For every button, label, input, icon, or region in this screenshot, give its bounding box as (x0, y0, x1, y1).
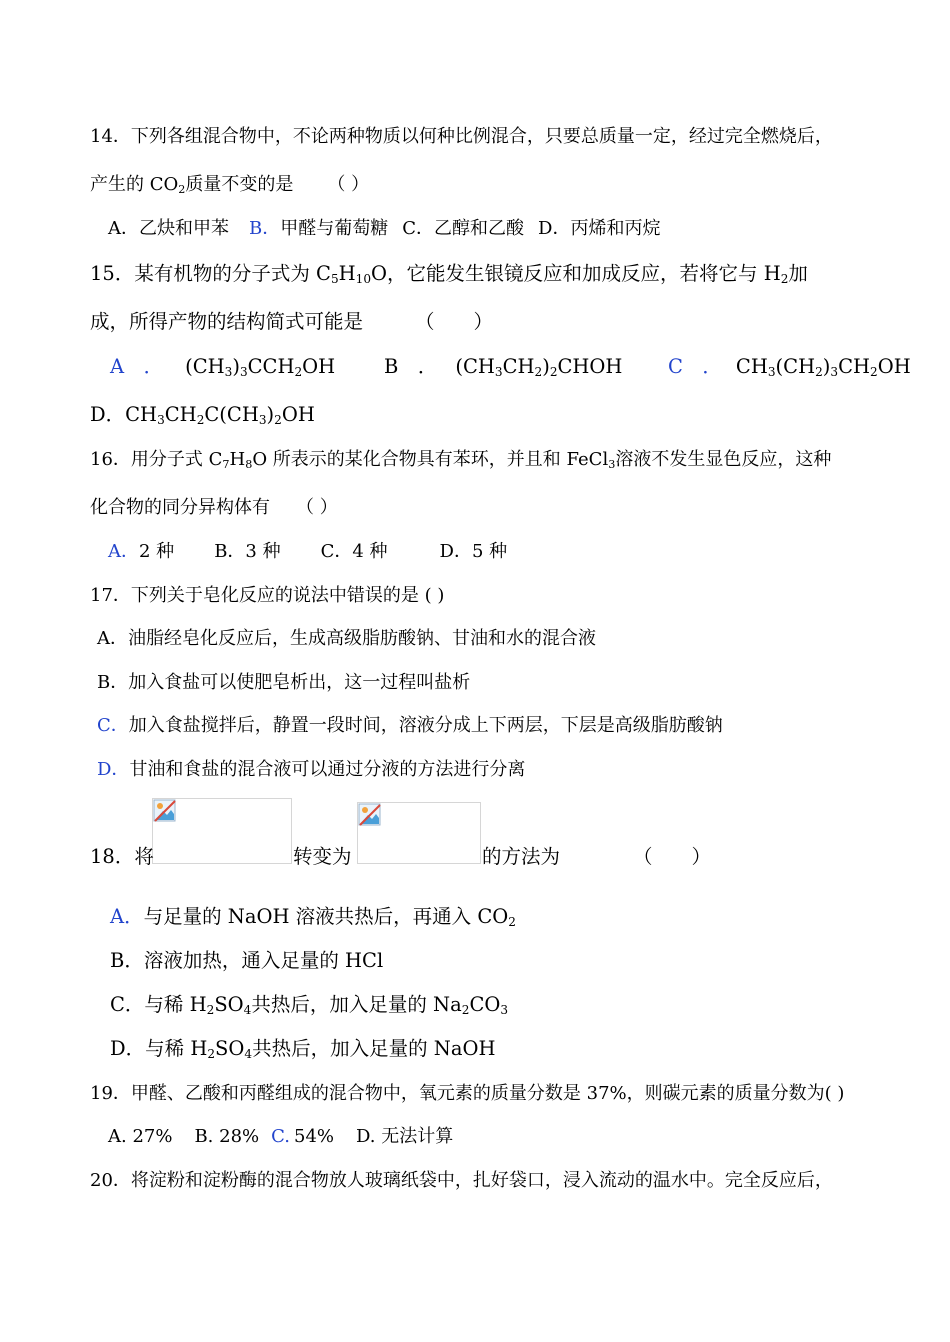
q16-option-b: B．3 种 (214, 541, 281, 562)
q18-option-d: D．与稀 $H_2SO_4$共热后，加入足量的 NaOH (110, 1037, 496, 1062)
q15-answer-paren: （ ） (415, 310, 494, 333)
q18-stem-part3: 的方法为 (482, 845, 561, 868)
q17-option-d: D．甘油和食盐的混合液可以通过分液的方法进行分离 (97, 759, 526, 780)
q17-stem: 17．下列关于皂化反应的说法中错误的是 ( ) (90, 585, 445, 606)
broken-image-icon (153, 799, 177, 823)
q16-options (108, 543, 507, 561)
q14-option-d: D．丙烯和丙烷 (538, 218, 661, 239)
q15-option-d: D．$CH_3CH_2C(CH_3)_2OH$ (90, 403, 315, 428)
q14-options (108, 220, 660, 238)
q19-stem: 19．甲醛、乙酸和丙醛组成的混合物中，氧元素的质量分数是 37%，则碳元素的质量分数为( ) (90, 1083, 845, 1104)
q19-option-d: D. 无法计算 (356, 1126, 454, 1147)
q14-option-b-text: 甲醛与葡萄糖 (280, 218, 389, 239)
q19-option-b: B. 28% (194, 1126, 260, 1147)
q15-stem-line1: 15．某有机物的分子式为 $C_5H_{10}O$，它能发生银镜反应和加成反应，若将它与 $H_2$加 (90, 262, 808, 287)
q16-option-d: D．5 种 (439, 541, 508, 562)
q14-stem-line2: 产生的 $CO_2$质量不变的是 （ ） (90, 174, 370, 196)
q15-stem-line2: 成，所得产物的结构简式可能是 （ ） (90, 310, 494, 333)
q17-option-b: B．加入食盐可以使肥皂析出，这一过程叫盐析 (97, 672, 471, 693)
q14-option-b-letter: B． (249, 218, 281, 239)
q19-option-a: A. 27% (108, 1126, 173, 1147)
structure-image-placeholder-1 (152, 798, 292, 864)
q17-option-a: A．油脂经皂化反应后，生成高级脂肪酸钠、甘油和水的混合液 (97, 628, 596, 649)
q14-stem-line1: 14．下列各组混合物中，不论两种物质以何种比例混合，只要总质量一定，经过完全燃烧后， (90, 126, 833, 147)
q14-option-c: C．乙醇和乙酸 (402, 218, 525, 239)
q14-answer-paren: （ ） (327, 174, 370, 195)
q18-option-c: C．与稀 $H_2SO_4$共热后，加入足量的 $Na_2CO_3$ (110, 993, 509, 1018)
q16-option-a-letter: A． (108, 541, 139, 562)
q14-option-a: A．乙炔和甲苯 (108, 218, 229, 239)
broken-image-icon (358, 803, 382, 827)
q16-answer-paren: （ ） (296, 497, 338, 518)
q19-options (108, 1128, 453, 1146)
q15-option-b: B ． $(CH_3CH_2)_2CHOH$ (384, 355, 623, 380)
q19-option-c-text: 54% (294, 1126, 335, 1147)
q20-stem: 20．将淀粉和淀粉酶的混合物放人玻璃纸袋中，扎好袋口，浸入流动的温水中。完全反应后， (90, 1170, 833, 1191)
q16-option-c: C．4 种 (320, 541, 388, 562)
q16-stem-line1: 16．用分子式 $C_7H_8O$ 所表示的某化合物具有苯环，并且和 FeCl$_3$溶液不发生显色反应，这种 (90, 449, 832, 471)
q18-option-a: A．与足量的 NaOH 溶液共热后，再通入 $CO_2$ (110, 905, 516, 930)
q18-answer-paren: （ ） (633, 845, 712, 868)
q16-option-a-text: 2 种 (139, 541, 175, 562)
q18-stem-part2: 转变为 (293, 845, 352, 868)
structure-image-placeholder-2 (357, 802, 481, 864)
q17-option-c: C．加入食盐搅拌后，静置一段时间，溶液分成上下两层，下层是高级脂肪酸钠 (97, 715, 723, 736)
q18-option-b: B．溶液加热，通入足量的 HCl (110, 949, 384, 972)
q16-stem-line2: 化合物的同分异构体有 （ ） (90, 497, 338, 518)
q15-option-c: C ． $CH_3(CH_2)_3CH_2OH$ (668, 355, 911, 380)
q15-option-a: A ． $(CH_3)_3CCH_2OH$ (110, 355, 336, 380)
q19-option-c-letter: C. (271, 1126, 290, 1147)
q18-stem-part1: 18．将 (90, 845, 154, 868)
